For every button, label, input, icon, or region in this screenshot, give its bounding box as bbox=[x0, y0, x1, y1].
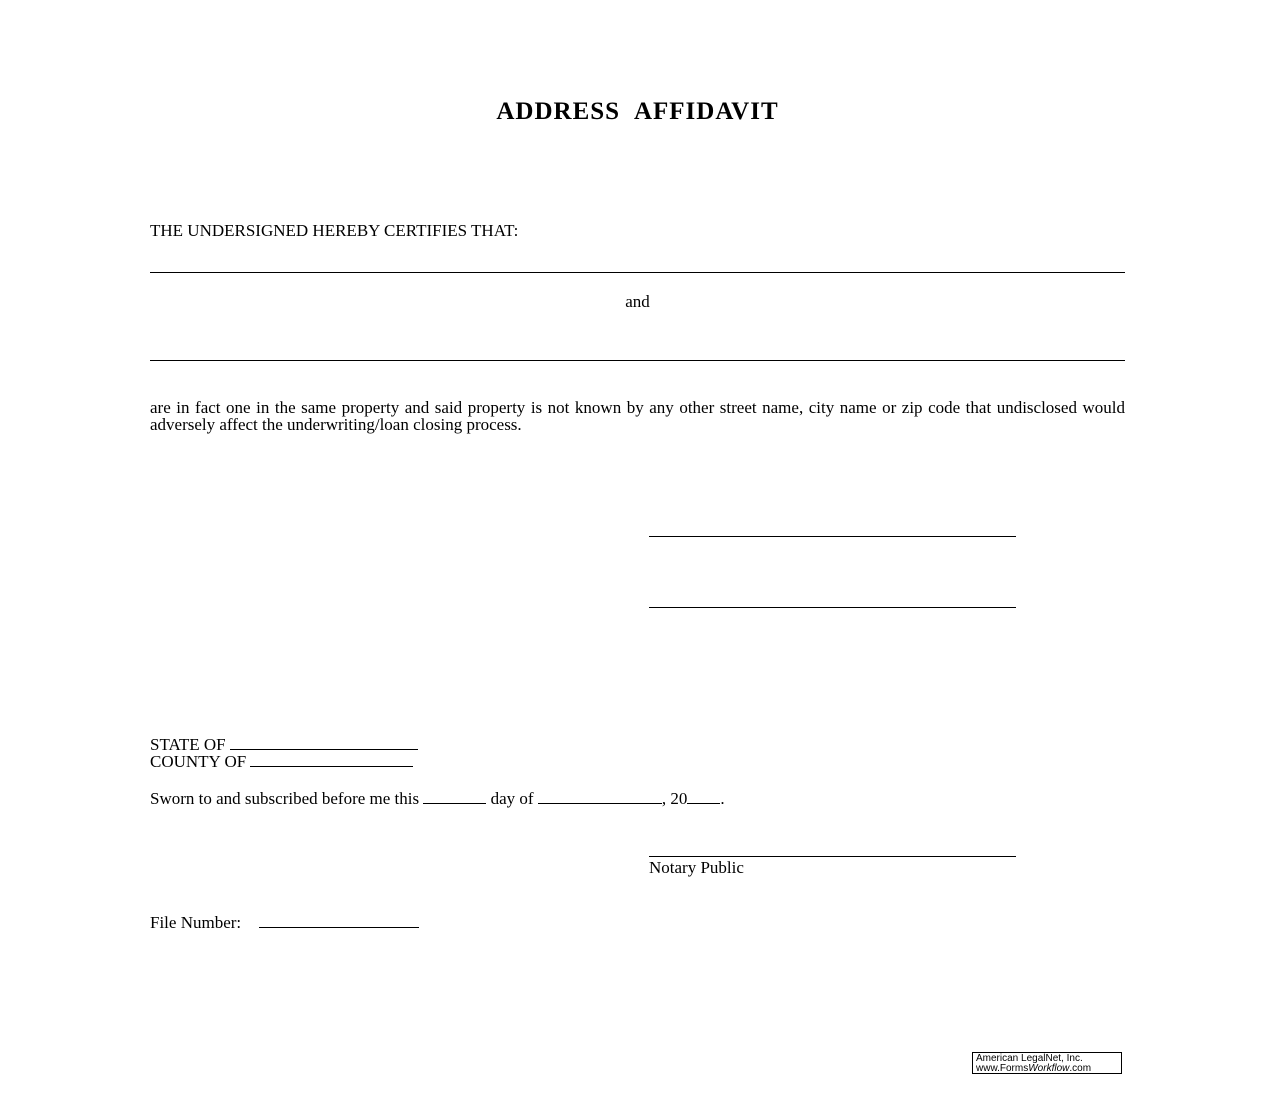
sworn-text-4: . bbox=[720, 789, 725, 808]
logo-line-2 bbox=[976, 1064, 1121, 1074]
file-number-row bbox=[150, 913, 419, 932]
statement-paragraph: are in fact one in the same property and said property is not known by any other street name, city name or zip code that undisclosed would adversely affect the underwriting/loan closing process. bbox=[150, 398, 1125, 434]
sworn-statement bbox=[150, 789, 725, 808]
logo-line-2-italic: Workflow bbox=[1028, 1063, 1070, 1074]
logo-line-2-suffix: .com bbox=[1069, 1063, 1092, 1074]
sworn-year-field[interactable] bbox=[687, 789, 720, 804]
address-line-2[interactable] bbox=[150, 360, 1125, 361]
address-line-1[interactable] bbox=[150, 272, 1125, 273]
american-legalnet-logo bbox=[972, 1052, 1122, 1074]
sworn-text-2: day of bbox=[490, 789, 534, 808]
and-connector: and bbox=[625, 292, 650, 311]
county-of-row bbox=[150, 752, 413, 771]
sworn-text-3: , 20 bbox=[661, 789, 688, 808]
file-number-label: File Number: bbox=[150, 913, 242, 932]
logo-line-2-prefix: www.Forms bbox=[976, 1063, 1029, 1074]
file-number-field[interactable] bbox=[259, 913, 419, 928]
signature-line-2[interactable] bbox=[649, 607, 1016, 608]
state-of-label: STATE OF bbox=[150, 735, 226, 754]
document-title: ADDRESS AFFIDAVIT bbox=[496, 98, 779, 125]
sworn-month-field[interactable] bbox=[538, 789, 662, 804]
county-of-label: COUNTY OF bbox=[150, 752, 247, 771]
logo-line-1: American LegalNet, Inc. bbox=[976, 1053, 1083, 1064]
certifies-heading: THE UNDERSIGNED HEREBY CERTIFIES THAT: bbox=[150, 221, 519, 240]
county-of-field[interactable] bbox=[250, 752, 413, 767]
sworn-day-field[interactable] bbox=[423, 789, 486, 804]
notary-public-label: Notary Public bbox=[649, 858, 744, 877]
state-of-field[interactable] bbox=[230, 735, 418, 750]
notary-signature-line[interactable] bbox=[649, 856, 1016, 857]
signature-line-1[interactable] bbox=[649, 536, 1016, 537]
sworn-text-1: Sworn to and subscribed before me this bbox=[150, 789, 420, 808]
